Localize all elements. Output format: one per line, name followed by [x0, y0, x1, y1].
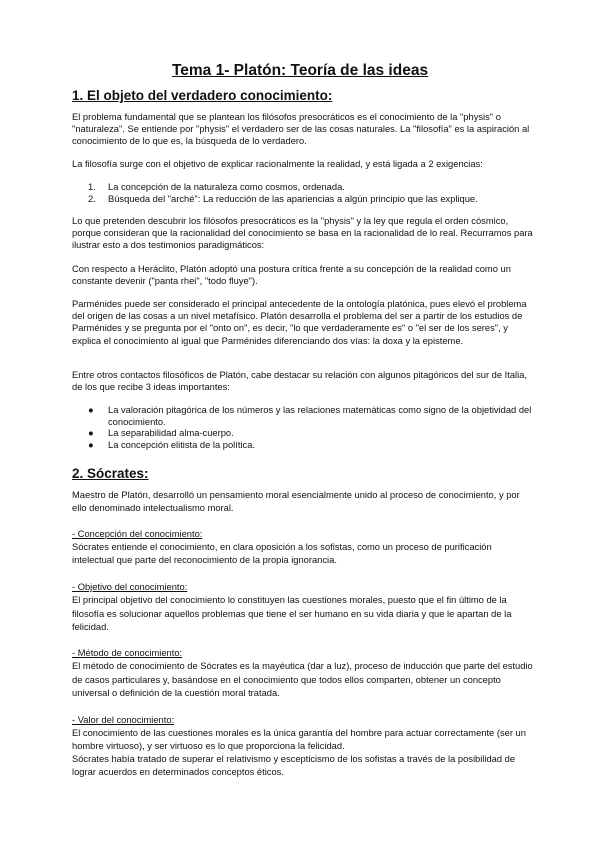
subsection-text-valor-2: Sócrates había tratado de superar el relativismo y escepticismo de los sofistas a través de la posibilidad de lograr acuerdos en determinados conceptos éticos.	[72, 754, 516, 777]
section1-paragraph-5: Parménides puede ser considerado el principal antecedente de la ontología platónica, pues elevó el problema del origen de las cosas a un nivel metafísico. Platón desarrolla el problema del ser a partir de los estudios de Parménides y se pregunta por el "onto on", es decir, "lo que verdaderamente es" o "el ser de los seres", y explica el conocimiento al igual que Parménides diferenciando dos vías: la doxa y la episteme.	[72, 299, 527, 346]
section1-paragraph-2: La filosofía surge con el objetivo de explicar racionalmente la realidad, y está ligada a 2 exigencias:	[72, 159, 483, 169]
section1-paragraph-6: Entre otros contactos filosóficos de Platón, cabe destacar su relación con algunos pitagóricos del sur de Italia, de los que recibe 3 ideas importantes:	[72, 370, 527, 393]
section1-paragraph-1: El problema fundamental que se plantean los filósofos presocráticos es el conocimiento de la "physis" o "naturaleza". Se entiende por "physis" el verdadero ser de las cosas naturales. La "filosofía" es la aspiración al conocimiento de lo que es, la búsqueda de lo verdadero.	[72, 112, 530, 147]
bullet-item-text: La valoración pitagórica de los números y las relaciones matemáticas como signo de la objetividad del conocimiento.	[108, 405, 532, 427]
bullet-item-text: La concepción elitista de la política.	[108, 440, 255, 450]
section1-number: 1.	[72, 88, 84, 103]
subsection-text-objetivo: El principal objetivo del conocimiento lo constituyen las cuestiones morales, puesto que el fin último de la filosofía es solucionar aquellos problemas que tiene el ser humano en su vida diaria y que le apartan de la felicidad.	[72, 595, 512, 632]
subsection-title-objetivo: - Objetivo del conocimiento:	[72, 582, 188, 592]
subsection-text-metodo: El método de conocimiento de Sócrates es la mayéutica (dar a luz), proceso de inducción que parte del estudio de casos particulares y, basándose en el conocimiento que todos ellos comparten, obtener un concepto universal o definición de la cuestión moral tratada.	[72, 661, 533, 698]
bullet-item-2	[88, 427, 534, 439]
numbered-item-marker: 1.	[88, 182, 96, 192]
bullet-icon: ●	[88, 428, 94, 438]
subsection-text-valor-1: El conocimiento de las cuestiones morales es la única garantía del hombre para actuar correctamente (ser un hombre virtuoso), y ser virtuoso es lo que proporciona la felicidad.	[72, 728, 526, 751]
bullet-item-3	[88, 439, 534, 451]
subsection-title-valor: - Valor del conocimiento:	[72, 715, 175, 725]
section1-heading	[72, 88, 332, 103]
document-title: Tema 1- Platón: Teoría de las ideas	[171, 62, 429, 79]
bullet-icon: ●	[88, 405, 94, 415]
subsection-text-concepcion: Sócrates entiende el conocimiento, en clara oposición a los sofistas, como un proceso de purificación intelectual que parte del reconocimiento de la propia ignorancia.	[72, 542, 492, 565]
numbered-item-2	[88, 193, 534, 205]
section1-paragraph-4: Con respecto a Heráclito, Platón adoptó una postura crítica frente a su concepción de la realidad como un constante devenir ("panta rhei", "todo fluye").	[72, 264, 511, 287]
subsection-title-metodo: - Método de conocimiento:	[72, 648, 183, 658]
section1-paragraph-3: Lo que pretenden descubrir los filósofos presocráticos es la "physis" y la ley que regula el orden cósmico, porque consideran que la racionalidad del conocimiento se basa en la racionalidad de lo real. Recurramos para ilustrar esto a dos testimonios paradigmáticos:	[72, 216, 533, 251]
numbered-item-1	[88, 181, 534, 193]
section1-heading-text: El objeto del verdadero conocimiento:	[87, 88, 333, 103]
numbered-item-text: La concepción de la naturaleza como cosmos, ordenada.	[108, 182, 345, 192]
numbered-item-text: Búsqueda del "arché": La reducción de las apariencias a algún principio que las explique.	[108, 194, 478, 204]
section2-heading: 2. Sócrates:	[72, 466, 149, 481]
section2-intro: Maestro de Platón, desarrolló un pensamiento moral esencialmente unido al proceso de conocimiento, y por ello denominado intelectualismo moral.	[72, 490, 520, 513]
subsection-title-concepcion: - Concepción del conocimiento:	[72, 529, 203, 539]
bullet-item-text: La separabilidad alma-cuerpo.	[108, 428, 234, 438]
bullet-item-1	[88, 404, 534, 428]
numbered-item-marker: 2.	[88, 194, 96, 204]
bullet-icon: ●	[88, 440, 94, 450]
